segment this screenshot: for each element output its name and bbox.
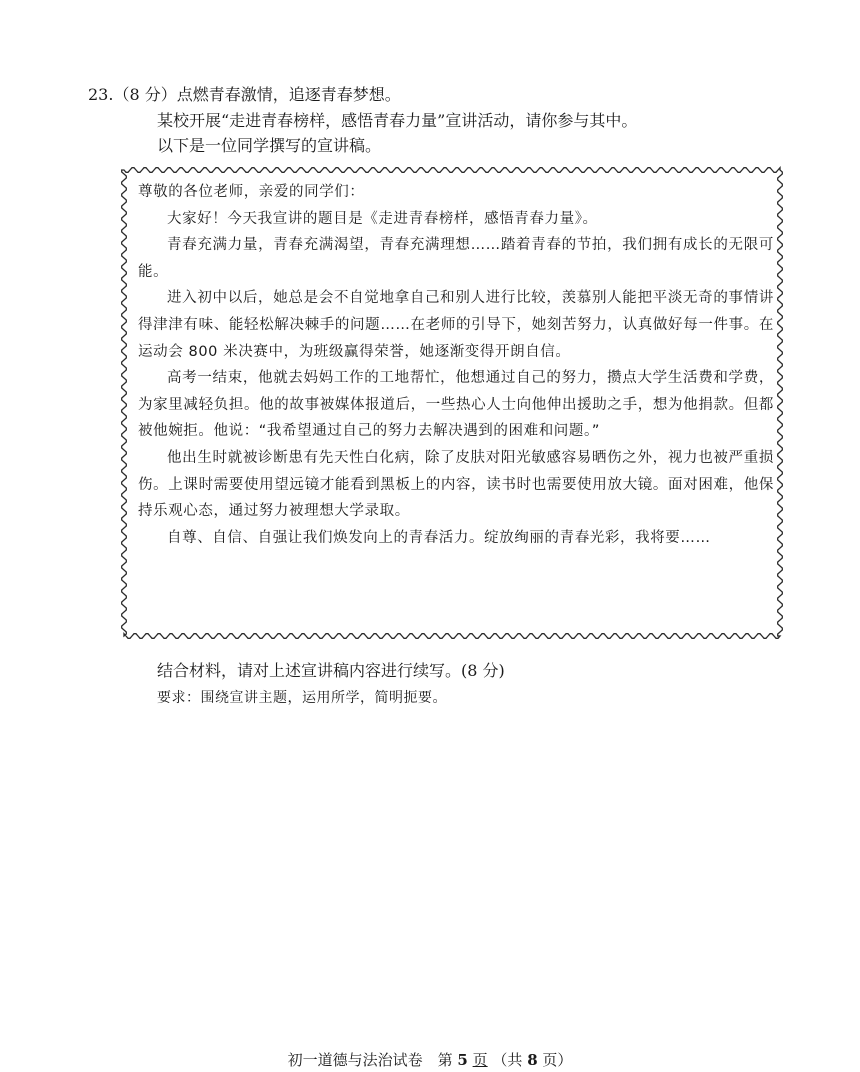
question-intro-speech: 以下是一位同学撰写的宣讲稿。 — [157, 136, 382, 155]
speech-paragraph: 青春充满力量，青春充满渴望，青春充满理想……踏着青春的节拍，我们拥有成长的无限可能。 — [138, 237, 774, 280]
speech-salutation: 尊敬的各位老师，亲爱的同学们： — [138, 184, 365, 200]
speech-paragraph: 自尊、自信、自强让我们焕发向上的青春活力。绽放绚丽的青春光彩，我将要…… — [167, 529, 711, 546]
speech-draft-box — [120, 166, 784, 640]
footer-total-prefix: （共 — [492, 1051, 523, 1069]
footer-page-label: 页 — [472, 1051, 488, 1069]
task-instruction: 结合材料，请对上述宣讲稿内容进行续写。(8 分) — [157, 661, 505, 680]
question-header: 23.（8 分）点燃青春激情，追逐青春梦想。 — [88, 85, 401, 104]
speech-paragraph: 进入初中以后，她总是会不自觉地拿自己和别人进行比较，羡慕别人能把平淡无奇的事情讲得津津有味、能轻松解决棘手的问题……在老师的引导下，她刻苦努力，认真做好每一件事。在运动会 800 米决赛中，为班级赢得荣誉，她逐渐变得开朗自信。 — [138, 290, 774, 360]
speech-paragraph: 他出生时就被诊断患有先天性白化病，除了皮肤对阳光敏感容易晒伤之外，视力也被严重损伤。上课时需要使用望远镜才能看到黑板上的内容，读书时也需要使用放大镜。面对困难，他保持乐观心态，通过努力被理想大学录取。 — [138, 449, 774, 520]
question-intro-activity: 某校开展“走进青春榜样，感悟青春力量”宣讲活动，请你参与其中。 — [157, 111, 638, 130]
footer-total-suffix: 页） — [542, 1051, 573, 1069]
speech-draft-text — [138, 179, 774, 551]
page-footer — [0, 1050, 860, 1070]
speech-paragraph: 大家好！今天我宣讲的题目是《走进青春榜样，感悟青春力量》。 — [167, 210, 598, 227]
speech-paragraph: 高考一结束，他就去妈妈工作的工地帮忙，他想通过自己的努力，攒点大学生活费和学费，为家里减轻负担。他的故事被媒体报道后，一些热心人士向他伸出援助之手，想为他捐款。但都被他婉拒。他说：“我希望通过自己的努力去解决遇到的困难和问题。” — [138, 370, 774, 440]
task-requirement: 要求：围绕宣讲主题，运用所学，简明扼要。 — [157, 690, 447, 706]
footer-title: 初一道德与法治试卷 第 — [287, 1051, 453, 1069]
footer-total-pages: 8 — [527, 1051, 538, 1069]
footer-page-number: 5 — [457, 1051, 468, 1069]
